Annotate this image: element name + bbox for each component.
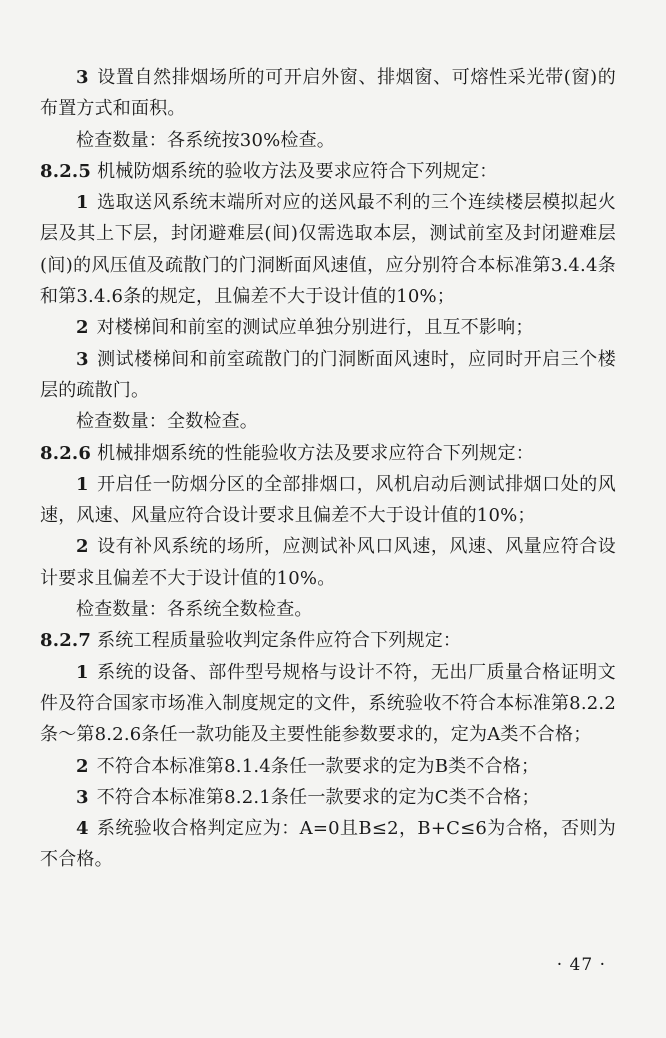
clause-item: [40, 751, 616, 782]
clause-item: [40, 344, 616, 407]
clause-item: [40, 813, 616, 876]
item-number: 1: [76, 661, 89, 683]
item-number: 2: [76, 755, 89, 777]
item-text: 选取送风系统末端所对应的送风最不利的三个连续楼层模拟起火层及其上下层，封闭避难层(间)仅需选取本层，测试前室及封闭避难层(间)的风压值及疏散门的门洞断面风速值，应分别符合本标准第3.4.4条和第3.4.6条的规定，且偏差不大于设计值的10%；: [40, 192, 616, 308]
clause-item: [40, 469, 616, 532]
clause-item: [40, 187, 616, 312]
item-number: 3: [76, 786, 89, 808]
section-text: 机械防烟系统的验收方法及要求应符合下列规定：: [97, 160, 498, 182]
item-number: 3: [76, 67, 89, 88]
item-text: 对楼梯间和前室的测试应单独分别进行，且互不影响；: [96, 317, 534, 339]
clause-item: [40, 62, 616, 125]
clause-item: [40, 657, 616, 751]
item-number: 2: [76, 317, 89, 339]
item-text: 设置自然排烟场所的可开启外窗、排烟窗、可熔性采光带(窗)的布置方式和面积。: [40, 67, 616, 120]
item-number: 1: [76, 473, 89, 495]
item-text: 设有补风系统的场所，应测试补风口风速，风速、风量应符合设计要求且偏差不大于设计值的10%。: [40, 536, 616, 589]
inspection-quantity: 检查数量：各系统按30%检查。: [76, 129, 336, 151]
page-number: · 47 ·: [556, 955, 606, 975]
clause-item: [40, 312, 616, 343]
section-text: 系统工程质量验收判定条件应符合下列规定：: [97, 630, 462, 652]
section-text: 机械排烟系统的性能验收方法及要求应符合下列规定：: [97, 442, 534, 464]
item-text: 测试楼梯间和前室疏散门的门洞断面风速时，应同时开启三个楼层的疏散门。: [40, 348, 616, 401]
clause-item: [40, 782, 616, 813]
inspection-quantity: 检查数量：全数检查。: [76, 411, 258, 433]
item-number: 4: [76, 818, 89, 840]
clause-item: [40, 531, 616, 594]
section-number: 8.2.5: [40, 160, 92, 182]
item-text: 系统验收合格判定应为：A=0且B≤2，B+C≤6为合格，否则为不合格。: [40, 818, 616, 871]
item-text: 不符合本标准第8.2.1条任一款要求的定为C类不合格；: [96, 786, 540, 808]
section-heading: [40, 625, 616, 656]
section-heading: [40, 438, 616, 469]
section-heading: [40, 156, 616, 187]
page-body: [40, 62, 616, 876]
section-number: 8.2.7: [40, 630, 92, 652]
item-number: 1: [76, 192, 89, 214]
item-number: 3: [76, 348, 89, 370]
item-number: 2: [76, 536, 89, 558]
section-number: 8.2.6: [40, 442, 92, 464]
inspection-quantity: 检查数量：各系统全数检查。: [76, 599, 313, 621]
item-text: 不符合本标准第8.1.4条任一款要求的定为B类不合格；: [96, 755, 540, 777]
item-text: 系统的设备、部件型号规格与设计不符，无出厂质量合格证明文件及符合国家市场准入制度规定的文件，系统验收不符合本标准第8.2.2条～第8.2.6条任一款功能及主要性能参数要求的，定为A类不合格；: [40, 661, 616, 746]
item-text: 开启任一防烟分区的全部排烟口，风机启动后测试排烟口处的风速，风速、风量应符合设计要求且偏差不大于设计值的10%；: [40, 473, 616, 527]
